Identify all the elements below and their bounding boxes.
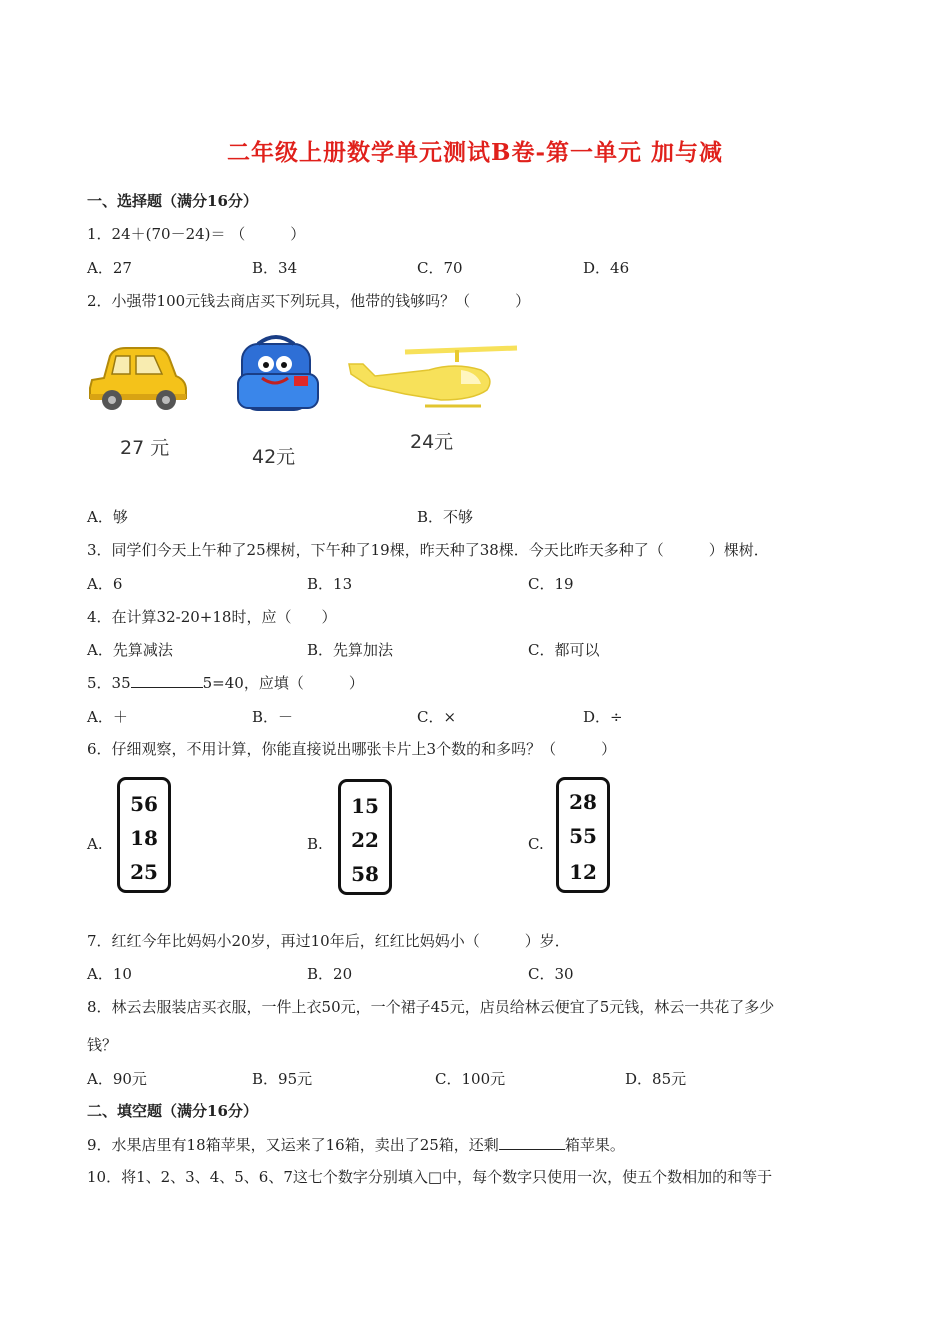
card-number: 25 — [130, 860, 158, 884]
q6-card-b-label[interactable]: B. — [307, 835, 323, 853]
card-number: 12 — [569, 860, 597, 884]
question-8-line-2: 钱？ — [87, 1036, 118, 1054]
card-number: 58 — [351, 862, 379, 886]
section-choice-heading: 一、选择题（满分16分） — [87, 192, 258, 210]
q8-option-a[interactable]: A．90元 — [87, 1070, 147, 1088]
helicopter-icon — [345, 340, 521, 410]
q9-blank[interactable] — [499, 1135, 565, 1150]
q6-card-b[interactable] — [338, 779, 392, 895]
q1-option-d[interactable]: D．46 — [583, 259, 630, 277]
q5-option-c[interactable]: C．× — [417, 708, 457, 726]
backpack-price: 42元 — [252, 446, 296, 468]
q4-option-c[interactable]: C．都可以 — [528, 641, 600, 659]
car-icon — [86, 338, 190, 416]
q5-prefix: 5．35 — [87, 674, 131, 692]
q8-option-c[interactable]: C．100元 — [435, 1070, 506, 1088]
q5-blank[interactable] — [131, 673, 203, 688]
helicopter-price: 24元 — [410, 431, 454, 453]
q5-option-b[interactable]: B．－ — [252, 708, 294, 726]
section-fill-heading: 二、填空题（满分16分） — [87, 1102, 258, 1120]
card-number: 22 — [351, 828, 379, 852]
q6-card-c-label[interactable]: C. — [528, 835, 544, 853]
question-9 — [87, 1134, 625, 1155]
card-number: 28 — [569, 790, 597, 814]
q2-option-a[interactable]: A．够 — [87, 508, 128, 526]
q6-card-a[interactable] — [117, 777, 171, 893]
backpack-icon — [232, 330, 324, 416]
card-number: 56 — [130, 792, 158, 816]
q4-option-a[interactable]: A．先算减法 — [87, 641, 173, 659]
question-5 — [87, 672, 364, 693]
q7-option-a[interactable]: A．10 — [87, 965, 132, 983]
question-3: 3．同学们今天上午种了25棵树，下午种了19棵，昨天种了38棵．今天比昨天多种了（ ）棵树． — [87, 541, 769, 559]
q7-option-b[interactable]: B．20 — [307, 965, 353, 983]
question-4: 4．在计算32-20+18时，应（ ） — [87, 608, 337, 626]
q2-option-b[interactable]: B．不够 — [417, 508, 474, 526]
question-8-line-1: 8．林云去服装店买衣服，一件上衣50元，一个裙子45元，店员给林云便宜了5元钱，林云一共花了多少 — [87, 998, 775, 1016]
question-7: 7．红红今年比妈妈小20岁，再过10年后，红红比妈妈小（ ）岁． — [87, 932, 570, 950]
question-10: 10．将1、2、3、4、5、6、7这七个数字分别填入□中，每个数字只使用一次，使五个数相加的和等于 — [87, 1168, 773, 1186]
car-price: 27 元 — [120, 437, 170, 459]
q1-option-b[interactable]: B．34 — [252, 259, 298, 277]
q5-suffix: 5=40，应填（ ） — [202, 674, 364, 692]
q5-option-a[interactable]: A．＋ — [87, 708, 128, 726]
q1-option-c[interactable]: C．70 — [417, 259, 463, 277]
page-title: 二年级上册数学单元测试B卷-第一单元 加与减 — [227, 139, 723, 166]
card-number: 15 — [351, 794, 379, 818]
q3-option-a[interactable]: A．6 — [87, 575, 123, 593]
q3-option-b[interactable]: B．13 — [307, 575, 353, 593]
question-1: 1．24＋(70－24)＝ （ ） — [87, 225, 306, 243]
q1-option-a[interactable]: A．27 — [87, 259, 132, 277]
q8-option-b[interactable]: B．95元 — [252, 1070, 313, 1088]
q8-option-d[interactable]: D．85元 — [625, 1070, 687, 1088]
question-6: 6．仔细观察，不用计算，你能直接说出哪张卡片上3个数的和多吗？（ ） — [87, 740, 617, 758]
q3-option-c[interactable]: C．19 — [528, 575, 574, 593]
q6-card-a-label[interactable]: A. — [87, 835, 103, 853]
card-number: 55 — [569, 824, 597, 848]
card-number: 18 — [130, 826, 158, 850]
q9-suffix: 箱苹果。 — [564, 1136, 625, 1154]
q4-option-b[interactable]: B．先算加法 — [307, 641, 394, 659]
q9-prefix: 9．水果店里有18箱苹果，又运来了16箱，卖出了25箱，还剩 — [87, 1136, 499, 1154]
q7-option-c[interactable]: C．30 — [528, 965, 574, 983]
q6-card-c[interactable] — [556, 777, 610, 893]
q5-option-d[interactable]: D．÷ — [583, 708, 623, 726]
question-2: 2．小强带100元钱去商店买下列玩具，他带的钱够吗？（ ） — [87, 292, 531, 310]
